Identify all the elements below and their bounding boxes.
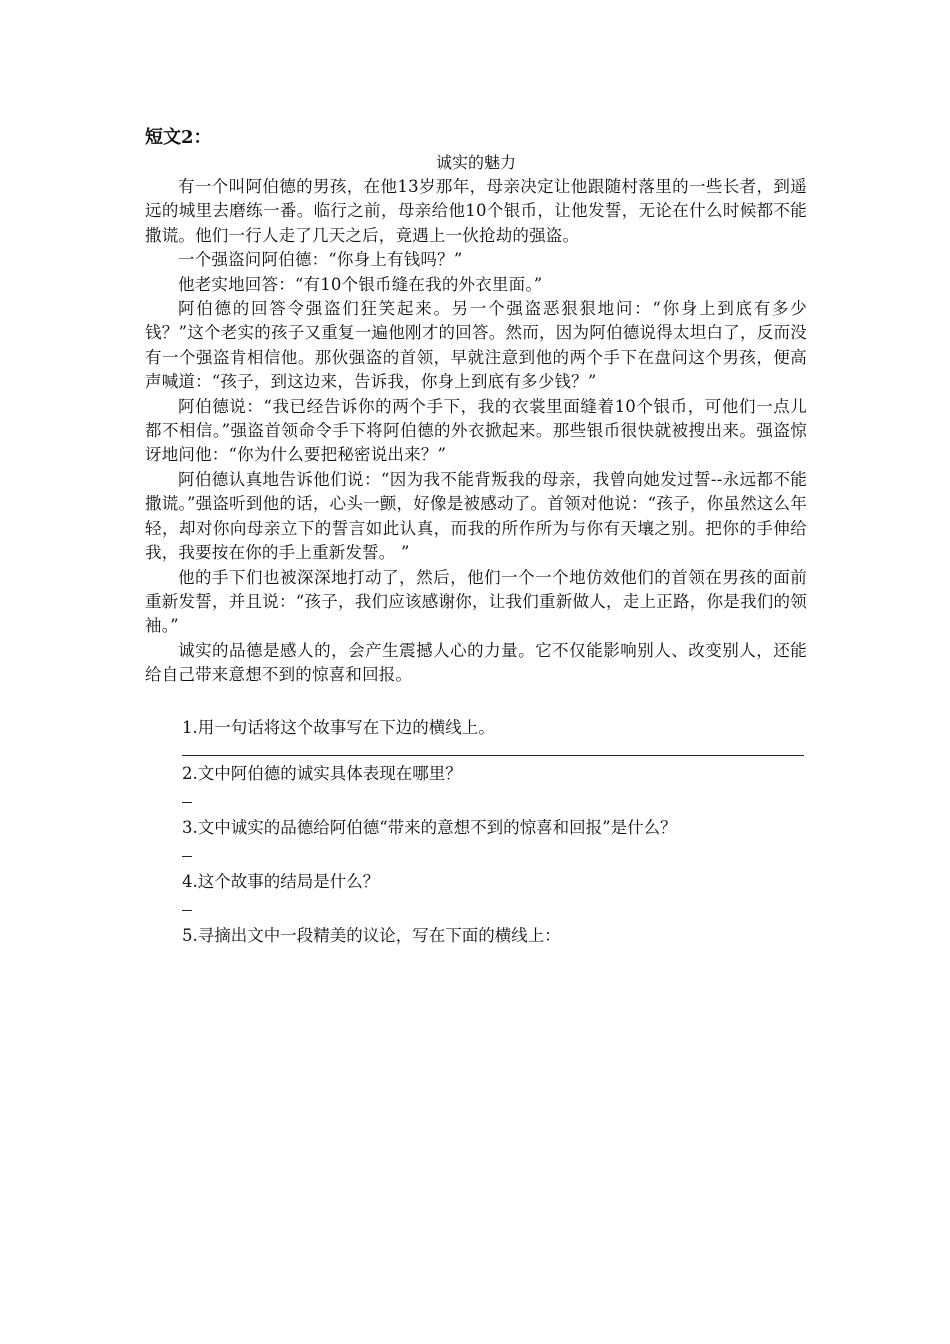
paragraph: 诚实的品德是感人的，会产生震撼人心的力量。它不仅能影响别人、改变别人，还能给自己带来意想不到的惊喜和回报。	[145, 640, 807, 685]
document-page	[145, 125, 807, 948]
question-5: 5.寻摘出文中一段精美的议论，写在下面的横线上：	[182, 925, 561, 945]
question-3: 3.文中诚实的品德给阿伯德“带来的意想不到的惊喜和回报”是什么？	[182, 817, 677, 837]
answer-blank-2[interactable]	[145, 786, 807, 816]
question-4: 4.这个故事的结局是什么？	[182, 871, 380, 891]
answer-blank-4[interactable]	[145, 894, 807, 924]
question-1: 1.用一句话将这个故事写在下边的横线上。	[182, 717, 495, 737]
paragraph: 他老实地回答：“有10个银币缝在我的外衣里面。”	[178, 274, 543, 294]
section-heading: 短文2：	[145, 127, 212, 148]
answer-line-1[interactable]	[182, 754, 804, 756]
paragraph: 他的手下们也被深深地打动了，然后，他们一个一个地仿效他们的首领在男孩的面前重新发誓，并且说：“孩子，我们应该感谢你，让我们重新做人，走上正路，你是我们的领袖。”	[145, 567, 807, 636]
story-title: 诚实的魅力	[435, 153, 516, 172]
question-2: 2.文中阿伯德的诚实具体表现在哪里？	[182, 763, 462, 783]
paragraph: 阿伯德认真地告诉他们说：“因为我不能背叛我的母亲，我曾向她发过誓--永远都不能撒谎。”强盗听到他的话，心头一颤，好像是被感动了。首领对他说：“孩子，你虽然这么年轻，却对你向母亲立下的誓言如此认真，而我的所作所为与你有天壤之别。把你的手伸给我，我要按在你的手上重新发誓。 ”	[145, 469, 807, 563]
story-body	[145, 175, 807, 688]
paragraph: 有一个叫阿伯德的男孩，在他13岁那年，母亲决定让他跟随村落里的一些长者，到遥远的城里去磨练一番。临行之前，母亲给他10个银币，让他发誓，无论在什么时候都不能撒谎。他们一行人走了几天之后，竟遇上一伙抢劫的强盗。	[145, 177, 807, 245]
paragraph: 一个强盗问阿伯德：“你身上有钱吗？”	[178, 250, 463, 270]
question-list	[145, 716, 807, 948]
answer-blank-3[interactable]	[145, 840, 807, 870]
paragraph: 阿伯德说：“我已经告诉你的两个手下，我的衣裳里面缝着10个银币，可他们一点儿都不相信。”强盗首领命令手下将阿伯德的外衣掀起来。那些银币很快就被搜出来。强盗惊讶地问他：“你为什么要把秘密说出来？”	[145, 396, 807, 465]
paragraph: 阿伯德的回答令强盗们狂笑起来。另一个强盗恶狠狠地问：“你身上到底有多少钱？”这个老实的孩子又重复一遍他刚才的回答。然而，因为阿伯德说得太坦白了，反而没有一个强盗肯相信他。那伙强盗的首领，早就注意到他的两个手下在盘问这个男孩，便高声喊道：“孩子，到这边来，告诉我，你身上到底有多少钱？”	[145, 299, 807, 392]
